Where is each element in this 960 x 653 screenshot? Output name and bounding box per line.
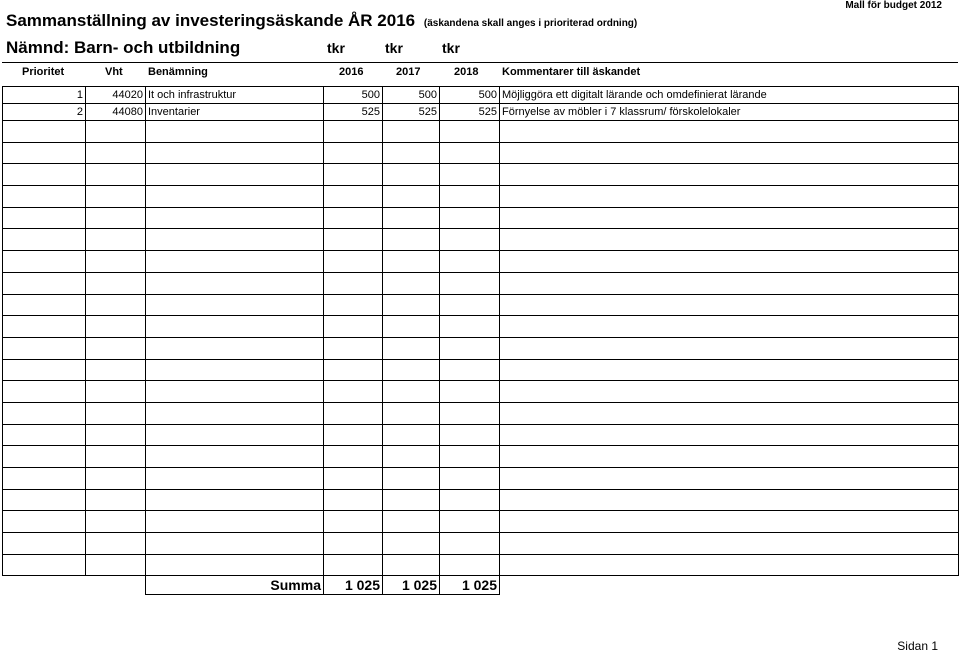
- empty-cell: [383, 554, 440, 576]
- empty-cell: [383, 511, 440, 533]
- empty-cell: [324, 554, 383, 576]
- empty-cell: [86, 489, 146, 511]
- value-2018-cell: 500: [440, 87, 500, 104]
- empty-cell: [383, 468, 440, 490]
- empty-cell: [500, 337, 959, 359]
- empty-cell: [500, 316, 959, 338]
- priority-cell: 1: [3, 87, 86, 104]
- empty-cell: [3, 316, 86, 338]
- empty-cell: [3, 164, 86, 186]
- empty-cell: [500, 121, 959, 143]
- col-header-vht: Vht: [105, 66, 123, 78]
- empty-cell: [440, 186, 500, 208]
- empty-cell: [86, 337, 146, 359]
- empty-cell: [146, 381, 324, 403]
- empty-cell: [3, 337, 86, 359]
- empty-cell: [500, 186, 959, 208]
- empty-cell: [383, 337, 440, 359]
- empty-row: [3, 402, 959, 424]
- empty-cell: [3, 533, 86, 555]
- summary-2017: 1 025: [383, 576, 440, 595]
- comment-cell: Förnyelse av möbler i 7 klassrum/ förskolelokaler: [500, 104, 959, 121]
- empty-row: [3, 207, 959, 229]
- empty-cell: [383, 121, 440, 143]
- empty-cell: [440, 533, 500, 555]
- value-2016-cell: 500: [324, 87, 383, 104]
- empty-cell: [383, 272, 440, 294]
- empty-cell: [3, 142, 86, 164]
- empty-cell: [86, 142, 146, 164]
- empty-cell: [500, 489, 959, 511]
- empty-cell: [440, 554, 500, 576]
- empty-cell: [86, 424, 146, 446]
- empty-row: [3, 251, 959, 273]
- empty-cell: [324, 272, 383, 294]
- empty-cell: [500, 381, 959, 403]
- priority-cell: 2: [3, 104, 86, 121]
- empty-cell: [86, 533, 146, 555]
- empty-cell: [86, 186, 146, 208]
- empty-cell: [3, 424, 86, 446]
- empty-cell: [146, 272, 324, 294]
- empty-cell: [324, 381, 383, 403]
- table-row: [3, 104, 959, 121]
- empty-cell: [324, 446, 383, 468]
- empty-row: [3, 468, 959, 490]
- empty-cell: [324, 251, 383, 273]
- empty-cell: [324, 164, 383, 186]
- summary-2018: 1 025: [440, 576, 500, 595]
- page-title: [6, 11, 637, 31]
- unit-label-2016: tkr: [327, 40, 345, 56]
- empty-cell: [146, 468, 324, 490]
- empty-cell: [383, 316, 440, 338]
- empty-cell: [500, 294, 959, 316]
- empty-cell: [324, 186, 383, 208]
- empty-cell: [383, 164, 440, 186]
- empty-cell: [500, 359, 959, 381]
- summary-row: [3, 576, 959, 595]
- empty-row: [3, 229, 959, 251]
- empty-cell: [146, 402, 324, 424]
- empty-cell: [146, 359, 324, 381]
- empty-cell: [500, 424, 959, 446]
- vht-cell: 44020: [86, 87, 146, 104]
- empty-cell: [3, 554, 86, 576]
- empty-cell: [383, 402, 440, 424]
- empty-cell: [500, 554, 959, 576]
- col-header-name: Benämning: [148, 66, 208, 78]
- empty-cell: [383, 359, 440, 381]
- empty-cell: [500, 533, 959, 555]
- empty-row: [3, 164, 959, 186]
- empty-cell: [3, 468, 86, 490]
- empty-cell: [146, 186, 324, 208]
- empty-row: [3, 446, 959, 468]
- empty-cell: [500, 207, 959, 229]
- col-header-2018: 2018: [454, 66, 479, 78]
- empty-cell: [146, 511, 324, 533]
- empty-cell: [324, 402, 383, 424]
- empty-cell: [440, 511, 500, 533]
- empty-cell: [324, 121, 383, 143]
- empty-cell: [146, 294, 324, 316]
- empty-cell: [86, 381, 146, 403]
- empty-cell: [383, 446, 440, 468]
- empty-cell: [383, 489, 440, 511]
- empty-cell: [440, 316, 500, 338]
- committee-label: Nämnd: Barn- och utbildning: [6, 38, 241, 57]
- empty-cell: [324, 229, 383, 251]
- empty-cell: [146, 316, 324, 338]
- empty-row: [3, 121, 959, 143]
- table-row: [3, 87, 959, 104]
- empty-cell: [324, 424, 383, 446]
- empty-rows: [3, 121, 959, 576]
- empty-cell: [324, 359, 383, 381]
- value-2017-cell: 500: [383, 87, 440, 104]
- empty-cell: [324, 294, 383, 316]
- empty-cell: [324, 337, 383, 359]
- template-label: Mall för budget 2012: [845, 0, 942, 11]
- empty-cell: [440, 164, 500, 186]
- title-text: Sammanställning av investeringsäskande ÅR 2016: [6, 11, 416, 30]
- empty-cell: [146, 142, 324, 164]
- empty-cell: [324, 533, 383, 555]
- empty-cell: [324, 468, 383, 490]
- summary-label: Summa: [146, 576, 324, 595]
- name-cell: Inventarier: [146, 104, 324, 121]
- empty-cell: [440, 294, 500, 316]
- empty-cell: [440, 468, 500, 490]
- empty-row: [3, 424, 959, 446]
- empty-cell: [440, 381, 500, 403]
- empty-cell: [440, 359, 500, 381]
- empty-cell: [383, 533, 440, 555]
- empty-cell: [500, 251, 959, 273]
- empty-cell: [500, 142, 959, 164]
- page-number: Sidan 1: [897, 639, 938, 653]
- empty-cell: [146, 207, 324, 229]
- empty-row: [3, 359, 959, 381]
- empty-cell: [440, 142, 500, 164]
- empty-cell: [86, 359, 146, 381]
- empty-row: [3, 511, 959, 533]
- value-2018-cell: 525: [440, 104, 500, 121]
- empty-cell: [383, 142, 440, 164]
- empty-cell: [146, 554, 324, 576]
- empty-cell: [383, 207, 440, 229]
- empty-cell: [324, 207, 383, 229]
- empty-row: [3, 316, 959, 338]
- empty-cell: [500, 446, 959, 468]
- empty-cell: [3, 207, 86, 229]
- header-top-rule: [2, 62, 958, 63]
- empty-cell: [500, 402, 959, 424]
- empty-cell: [324, 489, 383, 511]
- empty-cell: [3, 186, 86, 208]
- empty-cell: [440, 424, 500, 446]
- empty-cell: [440, 121, 500, 143]
- unit-label-2018: tkr: [442, 40, 460, 56]
- empty-cell: [500, 272, 959, 294]
- empty-cell: [146, 251, 324, 273]
- empty-cell: [440, 446, 500, 468]
- name-cell: It och infrastruktur: [146, 87, 324, 104]
- empty-cell: [86, 294, 146, 316]
- empty-cell: [86, 229, 146, 251]
- empty-cell: [440, 251, 500, 273]
- empty-cell: [86, 402, 146, 424]
- empty-cell: [3, 381, 86, 403]
- empty-cell: [3, 121, 86, 143]
- empty-cell: [383, 424, 440, 446]
- empty-cell: [86, 272, 146, 294]
- empty-cell: [440, 402, 500, 424]
- empty-row: [3, 489, 959, 511]
- empty-cell: [3, 251, 86, 273]
- empty-row: [3, 142, 959, 164]
- empty-cell: [324, 511, 383, 533]
- empty-cell: [3, 402, 86, 424]
- empty-cell: [3, 294, 86, 316]
- empty-row: [3, 294, 959, 316]
- value-2016-cell: 525: [324, 104, 383, 121]
- empty-cell: [3, 489, 86, 511]
- empty-cell: [86, 511, 146, 533]
- empty-cell: [324, 316, 383, 338]
- empty-cell: [383, 251, 440, 273]
- value-2017-cell: 525: [383, 104, 440, 121]
- title-note: (äskandena skall anges i prioriterad ordning): [423, 18, 638, 29]
- empty-cell: [440, 229, 500, 251]
- empty-cell: [440, 489, 500, 511]
- empty-cell: [500, 511, 959, 533]
- empty-row: [3, 186, 959, 208]
- empty-cell: [146, 446, 324, 468]
- empty-cell: [86, 446, 146, 468]
- comment-cell: Möjliggöra ett digitalt lärande och omdefinierat lärande: [500, 87, 959, 104]
- empty-cell: [146, 337, 324, 359]
- empty-row: [3, 554, 959, 576]
- col-header-comment: Kommentarer till äskandet: [502, 66, 641, 78]
- col-header-2016: 2016: [339, 66, 364, 78]
- empty-cell: [3, 229, 86, 251]
- empty-cell: [86, 164, 146, 186]
- empty-cell: [383, 229, 440, 251]
- col-header-priority: Prioritet: [22, 66, 65, 78]
- empty-row: [3, 272, 959, 294]
- empty-cell: [146, 121, 324, 143]
- empty-cell: [3, 359, 86, 381]
- empty-cell: [146, 164, 324, 186]
- empty-cell: [324, 142, 383, 164]
- empty-cell: [146, 424, 324, 446]
- empty-cell: [86, 468, 146, 490]
- empty-cell: [146, 229, 324, 251]
- empty-cell: [500, 229, 959, 251]
- empty-row: [3, 533, 959, 555]
- empty-cell: [383, 381, 440, 403]
- empty-cell: [86, 554, 146, 576]
- empty-cell: [383, 294, 440, 316]
- empty-cell: [440, 272, 500, 294]
- summary-2016: 1 025: [324, 576, 383, 595]
- empty-row: [3, 381, 959, 403]
- col-header-2017: 2017: [396, 66, 421, 78]
- empty-cell: [86, 207, 146, 229]
- empty-cell: [146, 533, 324, 555]
- empty-cell: [86, 316, 146, 338]
- empty-cell: [500, 468, 959, 490]
- empty-cell: [440, 207, 500, 229]
- empty-cell: [440, 337, 500, 359]
- empty-row: [3, 337, 959, 359]
- empty-cell: [3, 511, 86, 533]
- unit-label-2017: tkr: [385, 40, 403, 56]
- empty-cell: [500, 164, 959, 186]
- investment-table: [2, 86, 959, 595]
- empty-cell: [3, 446, 86, 468]
- vht-cell: 44080: [86, 104, 146, 121]
- empty-cell: [86, 251, 146, 273]
- empty-cell: [383, 186, 440, 208]
- empty-cell: [146, 489, 324, 511]
- empty-cell: [86, 121, 146, 143]
- empty-cell: [3, 272, 86, 294]
